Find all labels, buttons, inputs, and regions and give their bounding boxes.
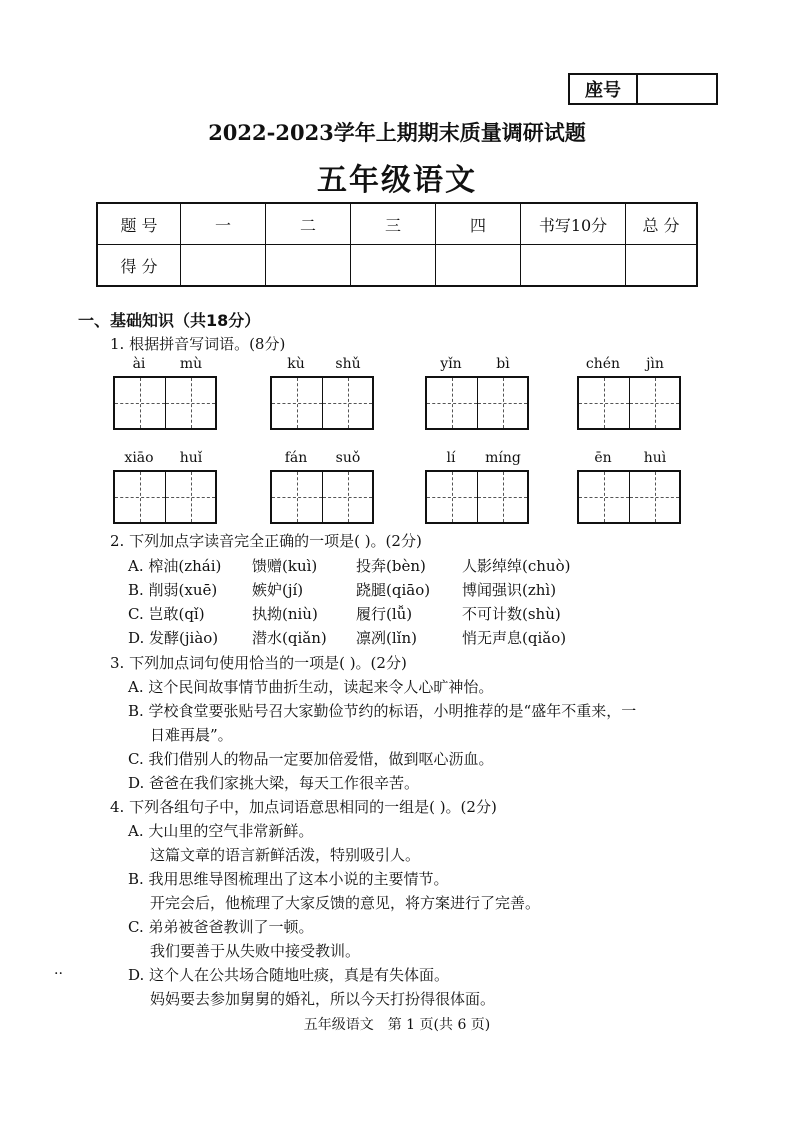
q2-option-text: 执拗(niù) [252, 605, 318, 623]
q3-option-text: D. 爸爸在我们家挑大梁，每天工作很辛苦。 [128, 774, 420, 792]
score-row-label: 得 分 [97, 245, 181, 287]
score-table-header-row [97, 203, 697, 245]
pinyin-label: jìn [646, 356, 664, 372]
exam-subtitle: 五年级语文 [317, 163, 477, 198]
q4-option-text: 我们要善于从失败中接受教训。 [150, 942, 361, 960]
pinyin-label: xiāo [124, 450, 154, 466]
score-cell[interactable] [181, 245, 266, 287]
question-3-stem: 3. 下列加点词句使用恰当的一项是( )。(2分) [110, 654, 407, 672]
score-table-score-row [97, 245, 697, 287]
q2-option-text: C. 岂敢(qǐ) [128, 605, 205, 623]
pinyin-label: chén [585, 356, 621, 372]
q2-option-text: 不可计数(shù) [462, 605, 561, 623]
seat-label: 座号 [570, 75, 638, 103]
question-2-stem: 2. 下列加点字读音完全正确的一项是( )。(2分) [110, 532, 422, 550]
q4-option-text: B. 我用思维导图梳理出了这本小说的主要情节。 [128, 870, 449, 888]
score-cell[interactable] [436, 245, 521, 287]
q2-option-text: A. 榨油(zhái) [128, 557, 222, 575]
writing-grid[interactable] [113, 376, 217, 430]
score-header-cell: 三 [351, 203, 436, 245]
pinyin-label: huì [643, 450, 667, 466]
seat-number-box [568, 73, 718, 105]
q2-option-text: 博闻强识(zhì) [462, 581, 557, 599]
pinyin-label: huǐ [179, 450, 203, 466]
pinyin-label: bì [496, 356, 510, 372]
score-header-cell: 书写10分 [521, 203, 626, 245]
q2-option-text: 凛冽(lǐn) [356, 629, 417, 647]
pinyin-label: suǒ [335, 450, 361, 466]
q3-option-text: 日难再晨”。 [150, 726, 233, 744]
q2-option-text: 履行(lǚ) [356, 605, 413, 623]
page-footer: 五年级语文 第 1 页(共 6 页) [303, 1017, 491, 1033]
score-header-cell: 总 分 [626, 203, 698, 245]
score-cell[interactable] [521, 245, 626, 287]
score-cell[interactable] [626, 245, 698, 287]
q2-option-text: 人影绰绰(chuò) [462, 557, 571, 575]
writing-grid[interactable] [113, 470, 217, 524]
pinyin-label: ēn [594, 450, 612, 466]
question-1-stem: 1. 根据拼音写词语。(8分) [110, 335, 286, 353]
pinyin-label: kù [287, 356, 305, 372]
q2-option-text: D. 发酵(jiào) [128, 629, 219, 647]
q3-option-text: B. 学校食堂要张贴号召大家勤俭节约的标语，小明推荐的是“盛年不重来，一 [128, 702, 637, 720]
score-header-cell: 二 [266, 203, 351, 245]
q2-option-text: 嫉妒(jí) [252, 581, 304, 599]
q4-option-text: D. 这个人在公共场合随地吐痰，真是有失体面。 [128, 966, 450, 984]
score-header-cell: 一 [181, 203, 266, 245]
q2-option-text: 跷腿(qiāo) [356, 581, 431, 599]
score-header-cell: 四 [436, 203, 521, 245]
pinyin-label: fán [284, 450, 308, 466]
margin-mark: .. [54, 962, 63, 978]
q2-option-text: 悄无声息(qiǎo) [462, 629, 567, 647]
q3-option-text: A. 这个民间故事情节曲折生动，读起来令人心旷神怡。 [128, 678, 494, 696]
q4-option-text: 这篇文章的语言新鲜活泼，特别吸引人。 [150, 846, 421, 864]
pinyin-label: yǐn [440, 356, 462, 372]
q2-option-text: 潜水(qiǎn) [252, 629, 327, 647]
writing-grid[interactable] [425, 376, 529, 430]
section-heading: 一、基础知识（共18分） [78, 311, 261, 330]
seat-number-field[interactable] [638, 75, 716, 103]
score-header-cell: 题 号 [97, 203, 181, 245]
q3-option-text: C. 我们借别人的物品一定要加倍爱惜，做到呕心沥血。 [128, 750, 494, 768]
score-table [96, 202, 698, 287]
question-4-stem: 4. 下列各组句子中，加点词语意思相同的一组是( )。(2分) [110, 798, 497, 816]
q2-option-text: B. 削弱(xuē) [128, 581, 218, 599]
q4-option-text: 开完会后，他梳理了大家反馈的意见，将方案进行了完善。 [150, 894, 541, 912]
pinyin-label: lí [446, 450, 456, 466]
writing-grid[interactable] [577, 376, 681, 430]
writing-grid[interactable] [425, 470, 529, 524]
q4-option-text: 妈妈要去参加舅舅的婚礼，所以今天打扮得很体面。 [150, 990, 496, 1008]
writing-grid[interactable] [577, 470, 681, 524]
q4-option-text: C. 弟弟被爸爸教训了一顿。 [128, 918, 314, 936]
pinyin-label: shǔ [335, 356, 361, 372]
score-cell[interactable] [351, 245, 436, 287]
writing-grid[interactable] [270, 376, 374, 430]
pinyin-label: ài [132, 356, 146, 372]
pinyin-label: míng [485, 450, 521, 466]
exam-title: 2022-2023学年上期期末质量调研试题 [208, 120, 586, 145]
q4-option-text: A. 大山里的空气非常新鲜。 [128, 822, 314, 840]
q2-option-text: 投奔(bèn) [356, 557, 426, 575]
q2-option-text: 馈赠(kuì) [252, 557, 318, 575]
pinyin-label: mù [179, 356, 203, 372]
score-cell[interactable] [266, 245, 351, 287]
writing-grid[interactable] [270, 470, 374, 524]
